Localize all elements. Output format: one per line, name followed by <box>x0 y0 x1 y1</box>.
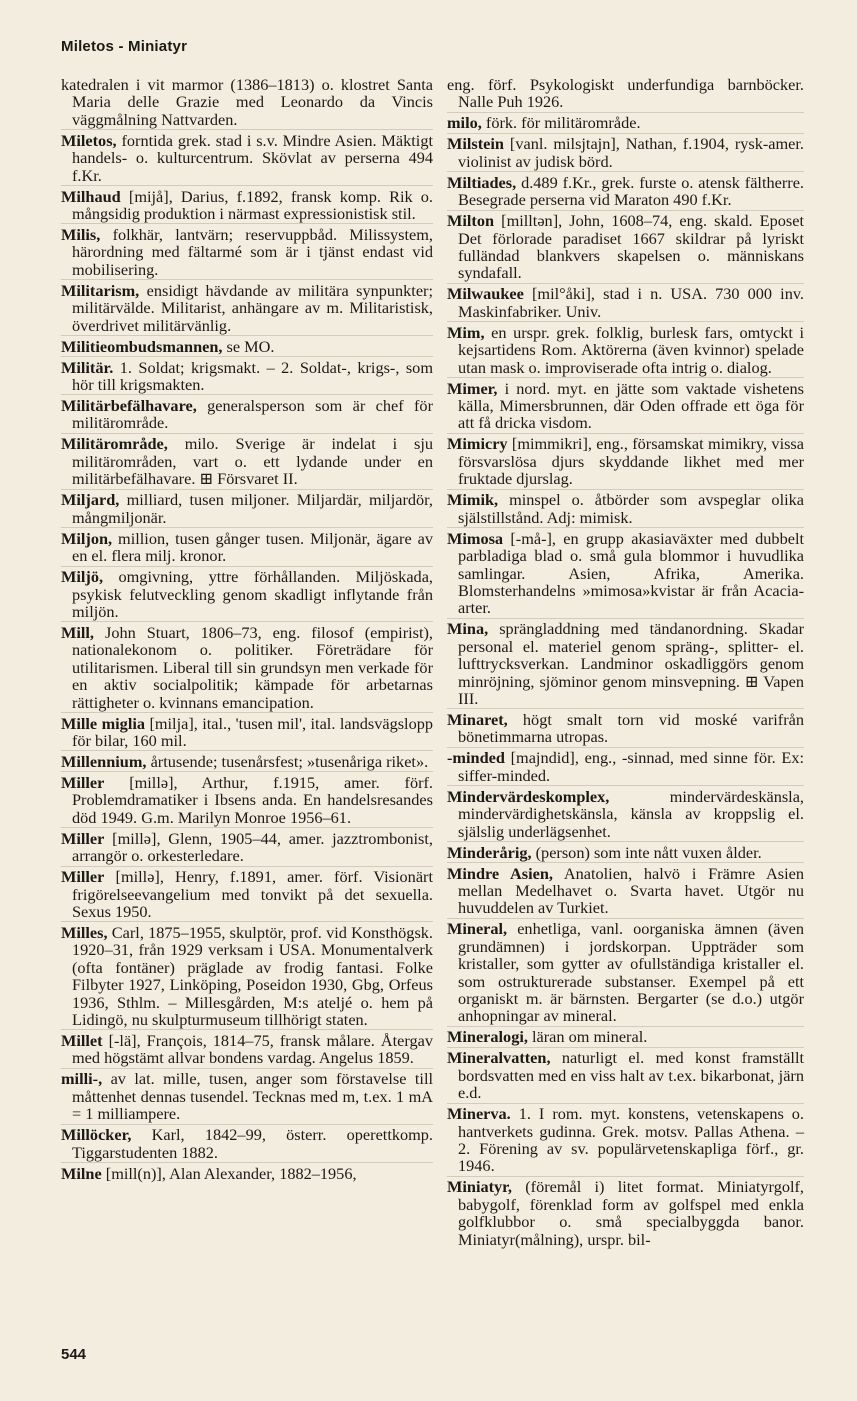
entry-definition: [mijå], Darius, f.1892, fransk komp. Rik o. mångsidig produktion i närmast expressionistisk stil. <box>72 186 433 224</box>
right-column <box>447 76 804 1251</box>
entry-definition: [mill(n)], Alan Alexander, 1882–1956, <box>101 1163 357 1183</box>
page-number: 544 <box>61 1346 87 1363</box>
entry-definition: generalsperson som är chef för militärområde. <box>72 396 433 433</box>
entry-headword: Milis, <box>61 225 101 245</box>
entry-definition: [millə], Henry, f.1891, amer. förf. Visionärt frigörelseevangelium med tonvikt på det sexuella. Sexus 1950. <box>72 867 433 921</box>
entry-headword: Mina, <box>447 619 489 639</box>
entry-definition: en urspr. grek. folklig, burlesk fars, omtyckt i kejsartidens Rom. Aktörerna (även kvinnor) spelade utan mask o. improviserade ofta intrig o. dialog. <box>458 322 804 377</box>
entry-headword: Militär. <box>61 357 114 377</box>
dictionary-entry <box>61 830 433 867</box>
dictionary-entry <box>447 174 804 211</box>
entry-headword: Militarism, <box>61 280 140 300</box>
entry-headword: Mimosa <box>447 528 504 548</box>
dictionary-entry <box>447 135 804 172</box>
entry-headword: Mindervärdeskomplex, <box>447 786 610 806</box>
dictionary-entry <box>61 624 433 713</box>
dictionary-entry <box>447 491 804 528</box>
entry-headword: Minderårig, <box>447 842 532 862</box>
entry-definition: av lat. mille, tusen, anger som förstavelse till måttenhet dennas tusendel. Tecknas med m, t.ex. 1 mA = 1 milliampere. <box>72 1069 433 1124</box>
dictionary-entry <box>447 711 804 748</box>
entry-definition: John Stuart, 1806–73, eng. filosof (empirist), nationalekonom o. politiker. Företrädare för utilitarismen. Liberal till sin grundsyn men verkade för en aktiv socialpolitik; kämpade för arbetarnas rättigheter o. kvinnans emancipation. <box>72 622 433 712</box>
entry-headword: Mille miglia <box>61 713 146 733</box>
entry-headword: Milhaud <box>61 186 121 206</box>
entry-headword: Miljö, <box>61 567 104 587</box>
entry-headword: Miljon, <box>61 528 113 548</box>
entry-definition: [vanl. milsjtajn], Nathan, f.1904, rysk-amer. violinist av judisk börd. <box>458 134 804 171</box>
entry-headword: Minaret, <box>447 709 508 729</box>
entry-definition: [milja], ital., 'tusen mil', ital. landsvägslopp för bilar, 160 mil. <box>72 713 433 750</box>
entry-headword: Miljard, <box>61 490 120 510</box>
entry-definition: milo. Sverige är indelat i sju militärområden, vart o. ett lydande under en militärbefälhavare. ⊞ Försvaret II. <box>72 434 433 489</box>
entry-definition: (föremål i) litet format. Miniatyrgolf, babygolf, förenklad form av golfspel med enkla golfklubbor o. små specialbyggda banor. Miniatyr(målning), urspr. bil- <box>458 1177 804 1249</box>
dictionary-entry <box>61 226 433 280</box>
entry-headword: Millennium, <box>61 751 147 771</box>
entry-headword: -minded <box>447 748 505 768</box>
entry-definition: milliard, tusen miljoner. Miljardär, miljardör, mångmiljonär. <box>72 490 433 527</box>
entry-definition: enhetliga, vanl. oorganiska ämnen (även grundämnen) i jordskorpan. Uppträder som kristaller, som gytter av ofullständiga kristaller el. som ostrukturerade substanser. Exempel på ett organiskt m. är bärnsten. Bergarter (se d.o.) utgör anhopningar av mineral. <box>458 919 804 1026</box>
entry-headword: Millöcker, <box>61 1125 132 1145</box>
dictionary-entry <box>61 868 433 922</box>
entry-definition: 1. Soldat; krigsmakt. – 2. Soldat-, krigs-, som hör till krigsmakten. <box>72 357 433 395</box>
entry-headword: Milwaukee <box>447 284 524 304</box>
dictionary-entry <box>447 844 804 863</box>
entry-headword: Mineralogi, <box>447 1027 528 1047</box>
entry-definition: [mil°åki], stad i n. USA. 730 000 inv. Maskinfabriker. Univ. <box>458 284 804 321</box>
dictionary-entry <box>61 435 433 489</box>
entry-headword: Mimik, <box>447 490 499 510</box>
dictionary-entry <box>61 774 433 828</box>
entry-headword: Milne <box>61 1163 102 1183</box>
entry-definition: mindervärdeskänsla, mindervärdighetskänsla, känsla av kroppslig el. själslig underlägsenhet. <box>458 786 804 841</box>
entry-definition: [-må-], en grupp akasiaväxter med dubbelt parbladiga blad o. små gula blommor i huvudlika samlingar. Asien, Afrika, Amerika. Blomsterhandelns »mimosa»kvistar är från Acacia-arter. <box>458 528 804 618</box>
entry-definition: Anatolien, halvö i Främre Asien mellan Medelhavet o. Svarta havet. Utgör nu huvuddelen av Turkiet. <box>458 863 804 918</box>
entry-headword: Miltiades, <box>447 172 517 192</box>
dictionary-entry <box>447 380 804 434</box>
entry-definition: Carl, 1875–1955, skulptör, prof. vid Konsthögsk. 1920–31, från 1929 verksam i USA. Monumentalverk (ofta fontäner) präglade av frodig fantasi. Folke Filbyter 1927, Linköping, Poseidon 1930, Gbg, Orfeus 1936, Sthlm. – Millesgården, M:s ateljé o. hem på Lidingö, nu skulpturmuseum tillhörigt staten. <box>72 922 433 1029</box>
dictionary-entry <box>61 1032 433 1069</box>
dictionary-entry <box>447 865 804 919</box>
dictionary-entry <box>447 1178 804 1249</box>
dictionary-entry <box>61 359 433 396</box>
dictionary-entry <box>447 76 804 113</box>
dictionary-entry <box>61 715 433 752</box>
entry-headword: Militärområde, <box>61 434 168 454</box>
dictionary-entry <box>61 530 433 567</box>
entry-headword: Milles, <box>61 922 108 942</box>
entry-headword: Miller <box>61 867 105 887</box>
dictionary-entry <box>61 188 433 225</box>
entry-headword: Mill, <box>61 622 95 642</box>
dictionary-entry <box>61 76 433 130</box>
dictionary-entry <box>447 749 804 786</box>
entry-definition: [majndid], eng., -sinnad, med sinne för. Ex: siffer-minded. <box>458 748 804 785</box>
entry-headword: Mimer, <box>447 378 498 398</box>
dictionary-entry <box>447 324 804 378</box>
entry-definition: högt smalt torn vid moské varifrån bönetimmarna utropas. <box>458 709 804 747</box>
entry-definition: ensidigt hävdande av militära synpunkter; militärvälde. Militarist, anhängare av m. Militaristisk, överdrivet militärvänlig. <box>72 280 433 335</box>
entry-definition: eng. förf. Psykologiskt underfundiga barnböcker. Nalle Puh 1926. <box>447 75 804 112</box>
dictionary-entry <box>61 753 433 772</box>
dictionary-entry <box>61 132 433 186</box>
entry-definition: naturligt el. med konst framställt bordsvatten med en viss halt av t.ex. bikarbonat, järn e.d. <box>458 1048 804 1103</box>
entry-headword: Mimicry <box>447 434 508 454</box>
entry-headword: Mineral, <box>447 919 508 939</box>
entry-definition: [-lä], François, 1814–75, fransk målare. Återgav med högstämt allvar bondens vardag. Angelus 1859. <box>72 1031 433 1068</box>
entry-definition: forntida grek. stad i s.v. Mindre Asien. Mäktigt handels- o. kulturcentrum. Skövlat av perserna 494 f.Kr. <box>72 130 433 185</box>
entry-headword: Milton <box>447 211 495 231</box>
dictionary-entry <box>447 212 804 284</box>
dictionary-entry <box>61 282 433 336</box>
dictionary-entry <box>61 1070 433 1124</box>
dictionary-entry <box>447 285 804 322</box>
entry-headword: milo, <box>447 113 482 133</box>
entry-headword: Militärbefälhavare, <box>61 396 197 416</box>
entry-headword: Millet <box>61 1031 103 1050</box>
entry-definition: 1. I rom. myt. konstens, vetenskapens o. hantverkets gudinna. Grek. motsv. Pallas Athena. – 2. Förening av sv. populärvetenskapliga förf., gr. 1946. <box>458 1104 804 1176</box>
entry-definition: [millə], Glenn, 1905–44, amer. jazztrombonist, arrangör o. orkesterledare. <box>72 828 433 866</box>
entry-definition: omgivning, yttre förhållanden. Miljöskada, psykisk felutveckling genom skadligt inflytande från miljön. <box>72 567 433 621</box>
dictionary-entry <box>61 924 433 1030</box>
entry-definition: i nord. myt. en jätte som vaktade vishetens källa, Mimersbrunnen, där Oden offrade ett öga för att få dricka visdom. <box>458 378 804 433</box>
entry-headword: Militieombudsmannen, <box>61 336 223 356</box>
dictionary-entry <box>61 397 433 434</box>
entry-headword: Miletos, <box>61 130 117 150</box>
entry-definition: årtusende; tusenårsfest; »tusenåriga riket». <box>146 751 429 771</box>
dictionary-entry <box>447 530 804 619</box>
entry-headword: Mindre Asien, <box>447 863 553 883</box>
dictionary-entry <box>61 1126 433 1163</box>
entry-definition: förk. för militärområde. <box>481 113 641 133</box>
entry-definition: se MO. <box>222 336 275 356</box>
entry-definition: [milltən], John, 1608–74, eng. skald. Eposet Det förlorade paradiset 1667 skildrar på lyriskt fulländad blankvers skapelsen o. människans syndafall. <box>458 211 804 283</box>
entry-headword: Miniatyr, <box>447 1177 512 1197</box>
entry-definition: sprängladdning med tändanordning. Skadar personal el. materiel genom spräng-, splitter- el. lufttrycksverkan. Landminor oskadliggörs genom minröjning, sjöminor genom minsvepning. ⊞ Vapen III. <box>458 619 804 708</box>
entry-definition: million, tusen gånger tusen. Miljonär, ägare av en el. flera milj. kronor. <box>72 528 433 566</box>
running-head: Miletos - Miniatyr <box>61 38 188 55</box>
entry-headword: Mineralvatten, <box>447 1048 551 1068</box>
dictionary-entry <box>447 114 804 133</box>
entry-definition: folkhär, lantvärn; reservuppbåd. Milissystem, härordning med fältarmé som är i tjänst endast vid mobilisering. <box>72 225 433 279</box>
dictionary-entry <box>447 1028 804 1047</box>
entry-definition: (person) som inte nått vuxen ålder. <box>531 842 762 862</box>
entry-headword: Mim, <box>447 322 485 342</box>
entry-definition: [millə], Arthur, f.1915, amer. förf. Problemdramatiker i Ibsens anda. En handelsresandes död 1949. G.m. Marilyn Monroe 1956–61. <box>72 772 433 827</box>
dictionary-entry <box>447 788 804 842</box>
dictionary-entry <box>61 338 433 357</box>
entry-headword: Minerva. <box>447 1104 511 1124</box>
dictionary-entry <box>61 1165 433 1183</box>
dictionary-entry <box>447 435 804 489</box>
dictionary-entry <box>447 1049 804 1103</box>
left-column <box>61 76 433 1185</box>
entry-definition: minspel o. åtbörder som avspeglar olika själstillstånd. Adj: mimisk. <box>458 490 804 527</box>
dictionary-entry <box>447 620 804 709</box>
entry-headword: milli-, <box>61 1069 103 1089</box>
entry-definition: d.489 f.Kr., grek. furste o. atensk fältherre. Besegrade perserna vid Maraton 490 f.Kr. <box>458 172 804 210</box>
entry-definition: [mimmikri], eng., församskat mimikry, vissa försvarslösa djurs skyddande likhet med mer fruktade djurslag. <box>458 434 804 489</box>
dictionary-entry <box>61 568 433 622</box>
entry-definition: Karl, 1842–99, österr. operettkomp. Tiggarstudenten 1882. <box>72 1125 433 1162</box>
dictionary-entry <box>447 1105 804 1177</box>
entry-definition: katedralen i vit marmor (1386–1813) o. klostret Santa Maria delle Grazie med Leonardo da Vincis väggmålning Nattvarden. <box>61 75 433 129</box>
dictionary-entry <box>61 491 433 528</box>
dictionary-entry <box>447 920 804 1026</box>
entry-headword: Miller <box>61 772 105 792</box>
entry-definition: läran om mineral. <box>527 1027 648 1047</box>
entry-headword: Miller <box>61 828 105 848</box>
entry-headword: Milstein <box>447 134 504 154</box>
